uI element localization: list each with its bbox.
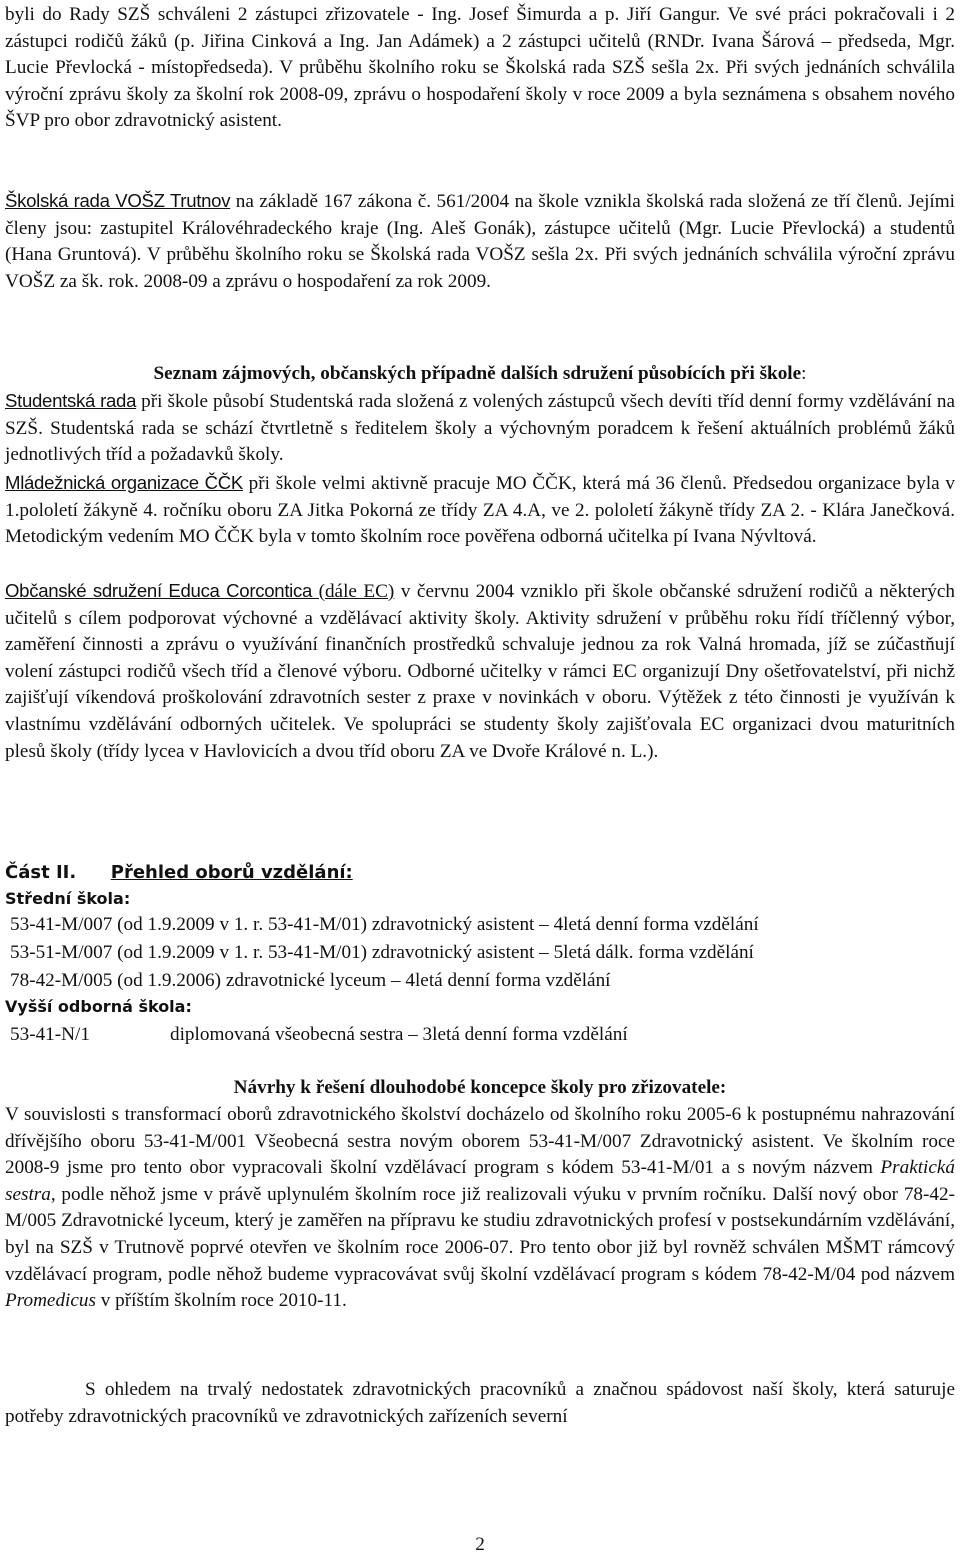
student-council-heading: Studentská rada [5, 390, 137, 411]
college-program-desc: diplomovaná všeobecná sestra – 3letá denní forma vzdělání [170, 1024, 628, 1045]
proposals-title: Návrhy k řešení dlouhodobé koncepce školy pro zřizovatele: [233, 1077, 727, 1098]
secondary-school-heading: Střední škola: [5, 889, 131, 908]
part-two-heading [5, 860, 353, 887]
proposals-paragraph-2: S ohledem na trvalý nedostatek zdravotnických pracovníků a značnou spádovost naší školy, která saturuje potřeby zdravotnických pracovníků ve zdravotnických zařízeních severní [5, 1379, 955, 1427]
program-name-promedicus: Promedicus [5, 1290, 96, 1312]
college-program-code: 53-41-N/1 [10, 1024, 90, 1045]
program-item: 53-51-M/007 (od 1.9.2009 v 1. r. 53-41-M/01) zdravotnický asistent – 5letá dálk. forma vzdělání [10, 942, 754, 963]
civic-association-text: v červnu 2004 vzniklo při škole občanské sdružení rodičů a některých učitelů s cílem podporovat výchovné a vzdělávací aktivity školy. Aktivity sdružení v průběhu roku řídí tříčlenný výbor, zaměření činnosti a zprávu o využívání finančních prostředků schvaluje jednou za rok Valná hromada, jíž se zúčastňují volení zástupci rodičů všech tříd a členové výboru. Odborné učitelky v rámci EC organizují Dny ošetřovatelství, při nichž zajišťují víkendová proškolování zdravotních sester z praxe v novinkách v oboru. Výtěžek z této činnosti je využíván k vlastnímu vzdělávání odborných učitelek. Ve spolupráci se studenty školy zajišťovala EC organizaci dvou maturitních plesů školy (třídy lycea v Havlovicích a dvou tříd oboru ZA ve Dvoře Králové n. L.). [5, 581, 955, 762]
vosz-council-paragraph [5, 188, 955, 295]
program-item: 78-42-M/005 (od 1.9.2006) zdravotnické lyceum – 4letá denní forma vzdělání [10, 970, 611, 991]
student-council-paragraph [5, 388, 955, 469]
youth-organization-heading: Mládežnická organizace ČČK [5, 472, 243, 493]
civic-association-heading: Občanské sdružení Educa Corcontica [5, 580, 313, 601]
program-name-practical-nurse: Praktická sestra [5, 1157, 955, 1205]
vosz-council-text: na základě 167 zákona č. 561/2004 na škole vznikla školská rada složená ze tří členů. Jejími členy jsou: zastupitel Královéhradeckého kraje (Ing. Aleš Gonák), zástupce učitelů (Mgr. Lucie Převlocká) a studentů (Hana Gruntová). V průběhu školního roku se Školská rada VOŠZ sešla 2x. Při svých jednáních schválila výroční zprávu VOŠZ za šk. rok. 2008-09 a zprávu o hospodaření za rok 2009. [5, 191, 955, 292]
program-item: 53-41-M/007 (od 1.9.2009 v 1. r. 53-41-M/01) zdravotnický asistent – 4letá denní forma vzdělání [10, 914, 759, 935]
student-council-text: při škole působí Studentská rada složená z volených zástupců všech devíti tříd denní formy vzdělávání na SZŠ. Studentská rada se schází čtvrtletně s ředitelem školy a výchovným poradcem k řešení aktuálních problémů žáků jednotlivých tříd a požadavků školy. [5, 391, 955, 466]
page-number: 2 [475, 1534, 485, 1555]
vosz-council-heading: Školská rada VOŠZ Trutnov [5, 190, 231, 211]
proposals-paragraph-1: V souvislosti s transformací oborů zdravotnického školství docházelo od školního roku 2005-6 k postupnému nahrazování dřívějšího oboru 53-41-M/001 Všeobecná sestra novým oborem 53-41-M/007 Zdravotnický asistent. Ve školním roce 2008-9 jsme pro tento obor vypracovali školní vzdělávací program s kódem 53-41-M/01 a s novým názvem Praktická sestra, podle něhož jsme v právě uplynulém školním roce již realizovali výuku v prvním ročníku. Další nový obor 78-42-M/005 Zdravotnické lyceum, který je zaměřen na přípravu ke studiu zdravotnických profesí v postsekundárním vzdělávání, byl na SZŠ v Trutnově poprvé otevřen ve školním roce 2006-07. Pro tento obor již byl rovněž schválen MŠMT rámcový vzdělávací program, podle něhož budeme vypracovávat svůj školní vzdělávací program s kódem 78-42-M/04 pod názvem Promedicus v příštím školním roce 2010-11. [5, 1104, 955, 1312]
college-program-item [10, 1022, 955, 1049]
school-council-paragraph: byli do Rady SZŠ schváleni 2 zástupci zřizovatele - Ing. Josef Šimurda a p. Jiří Gangur. Ve své práci pokračovali i 2 zástupci rodičů žáků (p. Jiřina Cinková a Ing. Jan Adámek) a 2 zástupci učitelů (RNDr. Ivana Šárová – předseda, Mgr. Lucie Převlocká - místopředseda). V průběhu školního roku se Školská rada SZŠ sešla 2x. Při svých jednáních schválila výroční zprávu školy za školní rok 2008-09, zprávu o hospodaření školy v roce 2009 a byla seznámena s obsahem nového ŠVP pro obor zdravotnický asistent. [5, 4, 955, 132]
civic-association-paragraph [5, 578, 955, 765]
associations-title: Seznam zájmových, občanských případně dalších sdružení působících při škole: [153, 363, 807, 384]
civic-association-abbrev: (dále EC) [312, 581, 395, 602]
youth-organization-text: při škole velmi aktivně pracuje MO ČČK, která má 36 členů. Předsedou organizace byla v 1.pololetí žákyně 4. ročníku oboru ZA Jitka Pokorná ze třídy ZA 4.A, ve 2. pololetí žákyně třídy ZA 2. - Klára Janečková. Metodickým vedením MO ČČK byla v tomto školním roce pověřena odborná učitelka pí Ivana Nývltová. [5, 473, 955, 548]
part-two-title: Přehled oborů vzdělání: [110, 862, 353, 883]
part-two-label: Část II. [5, 862, 77, 883]
college-heading: Vyšší odborná škola: [5, 997, 192, 1016]
youth-organization-paragraph [5, 470, 955, 551]
